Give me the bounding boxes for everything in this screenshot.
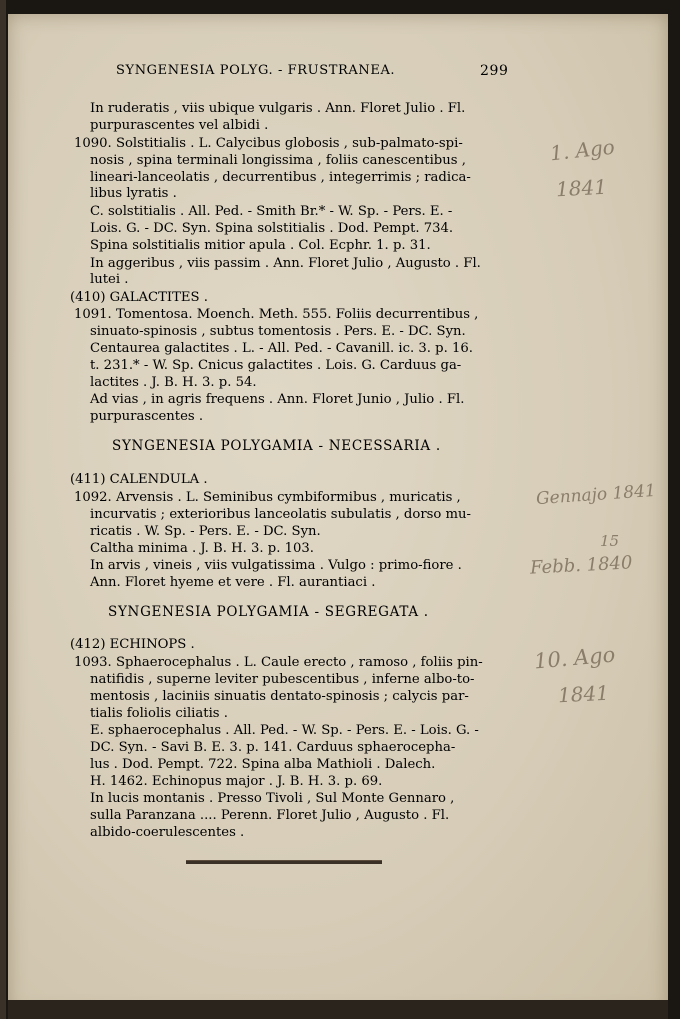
text-line: Ann. Floret hyeme et vere . Fl. aurantiaci . [90,575,376,590]
handwritten-note: 15 [600,532,620,550]
handwritten-note: 1841 [555,174,608,202]
text-line: libus lyratis . [90,186,177,201]
running-title: SYNGENESIA POLYG. - FRUSTRANEA. [116,63,396,78]
text-line: tialis foliolis ciliatis . [90,706,228,721]
section-heading-segregata: SYNGENESIA POLYGAMIA - SEGREGATA . [108,604,429,620]
text-line: albido-coerulescentes . [90,825,245,840]
text-line: In ruderatis , viis ubique vulgaris . Ann. Floret Julio . Fl. [90,101,466,116]
text-line: purpurascentes vel albidi . [90,118,269,133]
text-line: sinuato-spinosis , subtus tomentosis . Pers. E. - DC. Syn. [90,324,466,339]
page-header [60,63,520,83]
entry-1092: 1092. Arvensis . L. Seminibus cymbiformibus , muricatis , [74,490,461,505]
handwritten-note: Gennajo 1841 [535,480,657,510]
synonym-line: E. sphaerocephalus . All. Ped. - W. Sp. - Pers. E. - Lois. G. - [90,723,479,738]
closing-rule [186,860,382,864]
handwritten-note: 10. Ago [533,642,617,674]
entry-1091: 1091. Tomentosa. Moench. Meth. 555. Foliis decurrentibus , [74,307,479,322]
text-line: incurvatis ; exterioribus lanceolatis subulatis , dorso mu- [90,507,471,522]
habitat-line: In aggeribus , viis passim . Ann. Floret Julio , Augusto . Fl. [90,256,481,271]
text-line: ricatis . W. Sp. - Pers. E. - DC. Syn. [90,524,321,539]
genus-heading-410: (410) GALACTITES . [70,290,208,305]
handwritten-note: Febb. 1840 [529,552,633,579]
text-line: mentosis , laciniis sinuatis dentato-spinosis ; calycis par- [90,689,469,704]
habitat-line: Ad vias , in agris frequens . Ann. Floret Junio , Julio . Fl. [90,392,465,407]
text-line: H. 1462. Echinopus major . J. B. H. 3. p. 69. [90,774,383,789]
page-bottom-shadow [8,1000,668,1019]
text-line: Lois. G. - DC. Syn. Spina solstitialis . Dod. Pempt. 734. [90,221,454,236]
handwritten-note: 1841 [557,680,610,708]
text-line: lutei . [90,272,129,287]
book-gutter [0,0,6,1019]
text-line: Spina solstitialis mitior apula . Col. Ecphr. 1. p. 31. [90,238,431,253]
page-number: 299 [480,63,509,79]
text-line: purpurascentes . [90,409,204,424]
handwritten-note: 1. Ago [548,134,616,166]
text-line: nosis , spina terminali longissima , foliis canescentibus , [90,153,466,168]
entry-1090: 1090. Solstitialis . L. Calycibus globosis , sub-palmato-spi- [74,136,463,151]
habitat-line: In arvis , vineis , viis vulgatissima . Vulgo : primo-fiore . [90,558,462,573]
text-line: lactites . J. B. H. 3. p. 54. [90,375,257,390]
synonym-line: Centaurea galactites . L. - All. Ped. - Cavanill. ic. 3. p. 16. [90,341,473,356]
synonym-line: Caltha minima . J. B. H. 3. p. 103. [90,541,314,556]
entry-1093: 1093. Sphaerocephalus . L. Caule erecto , ramoso , foliis pin- [74,655,483,670]
synonym-line: C. solstitialis . All. Ped. - Smith Br.* - W. Sp. - Pers. E. - [90,204,453,219]
text-line: t. 231.* - W. Sp. Cnicus galactites . Lois. G. Carduus ga- [90,358,462,373]
habitat-line: In lucis montanis . Presso Tivoli , Sul Monte Gennaro , [90,791,455,806]
genus-heading-411: (411) CALENDULA . [70,472,208,487]
text-line: DC. Syn. - Savi B. E. 3. p. 141. Carduus sphaerocepha- [90,740,456,755]
text-line: lineari-lanceolatis , decurrentibus , integerrimis ; radica- [90,170,471,185]
text-line: lus . Dod. Pempt. 722. Spina alba Mathioli . Dalech. [90,757,436,772]
text-line: sulla Paranzana .... Perenn. Floret Julio , Augusto . Fl. [90,808,450,823]
text-line: natifidis , superne leviter pubescentibus , inferne albo-to- [90,672,475,687]
genus-heading-412: (412) ECHINOPS . [70,637,195,652]
section-heading-necessaria: SYNGENESIA POLYGAMIA - NECESSARIA . [112,438,441,454]
